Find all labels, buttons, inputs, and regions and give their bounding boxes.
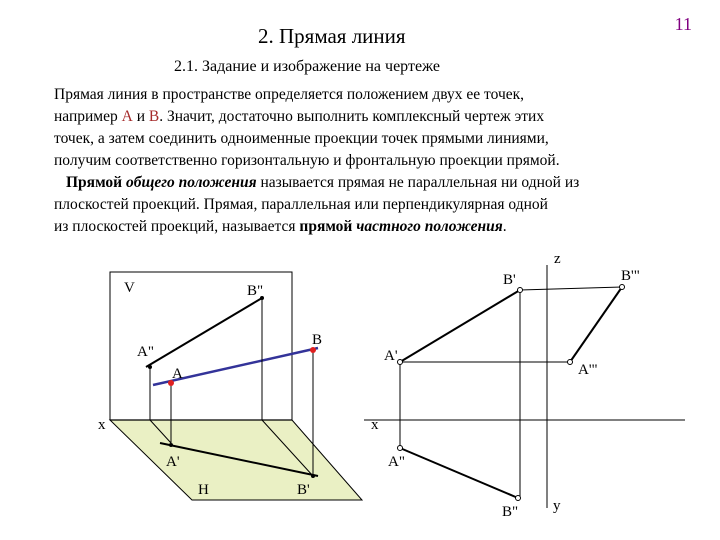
page-title: 2. Прямая линия [258,24,406,48]
label-plane-v: V [124,280,135,296]
label-plane-h: H [198,482,209,498]
text-fragment: например [54,108,122,125]
axonometric-view [98,272,362,500]
text-line: Прямая линия в пространстве определяется положением двух ее точек, [54,86,525,103]
point-b-label: В [148,108,160,125]
section-subtitle: 2.1. Задание и изображение на чертеже [174,58,440,75]
label-a-frontal: А" [137,344,154,360]
text-line: получим соответственно горизонтальную и фронтальную проекции прямой. [54,152,560,169]
label-a: А [172,366,183,382]
point-a-horizontal [169,443,173,447]
term-bold-italic: общего положения [125,174,257,191]
connection-line [520,287,622,290]
point-a-frontal [148,365,152,369]
label-b-frontal: В' [503,272,516,288]
point-b-horizontal [311,474,315,478]
horizontal-projection-line [400,448,518,498]
text-fragment: . [502,218,507,235]
point-b-horizontal [516,496,521,501]
text-line: точек, а затем соединить одноименные проекции точек прямыми линиями, [54,130,549,147]
text-fragment: . Значит, достаточно выполнить комплексный чертеж этих [159,108,545,125]
frontal-projection-line [400,290,520,362]
label-b-horizontal: В' [297,482,310,498]
term-bold-italic: частного положения [356,218,503,235]
label-axis-x: x [371,417,379,433]
label-b-profile: В'" [621,268,640,284]
point-a-horizontal [398,446,403,451]
label-b: В [312,332,323,348]
horizontal-plane [110,420,362,500]
term-bold: прямой [299,218,353,235]
epure-view [364,251,685,520]
label-axis-x: x [98,417,106,433]
point-a-profile [568,360,573,365]
point-a-frontal [398,360,403,365]
text-line: плоскостей проекций. Прямая, параллельная или перпендикулярная одной [54,196,548,213]
point-b-profile [620,285,625,290]
label-b-horizontal: В" [502,504,519,520]
label-a-horizontal: А" [388,454,405,470]
point-a-label: А [121,108,133,125]
label-a-horizontal: А' [166,454,180,470]
label-axis-y: y [553,498,561,514]
label-b-frontal: В" [247,283,264,299]
label-a-frontal: А' [384,348,398,364]
text-fragment: называется прямая не параллельная ни одной из [256,174,580,191]
label-a-profile: А'" [578,362,598,378]
point-b-frontal [518,288,523,293]
text-fragment: и [132,108,149,125]
label-axis-z: z [554,251,561,267]
profile-projection-line [570,287,622,362]
text-fragment: из плоскостей проекций, называется [54,218,300,235]
page-number: 11 [674,14,692,34]
term-bold: Прямой [66,174,123,191]
